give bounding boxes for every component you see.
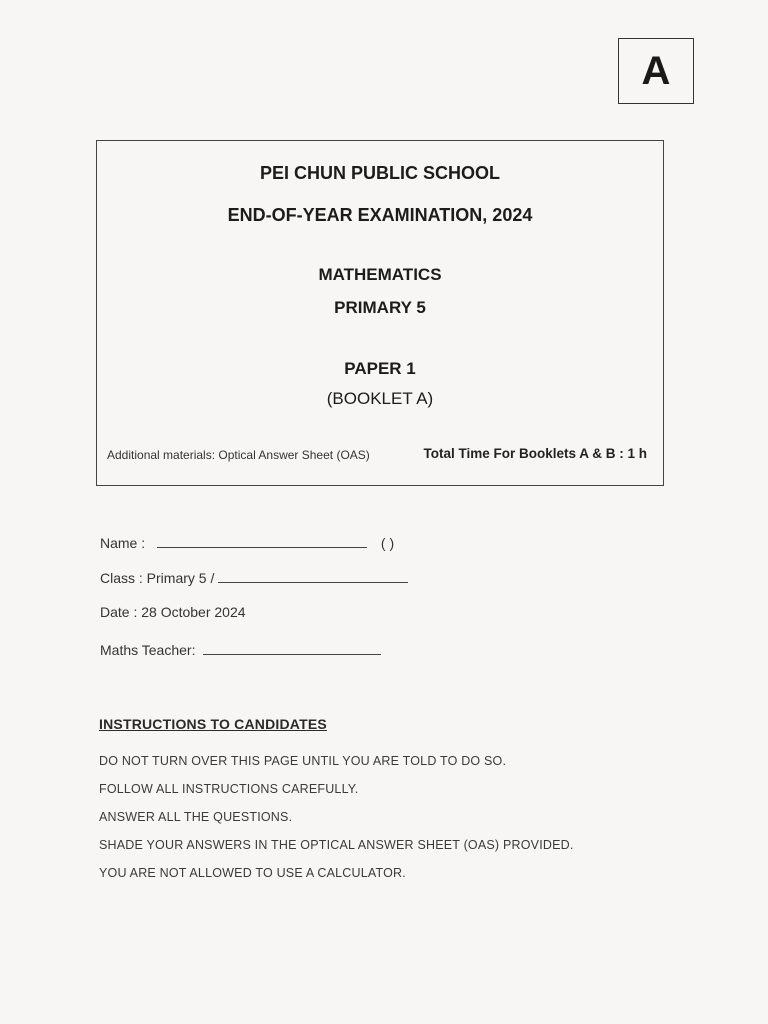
instructions-list — [99, 754, 574, 894]
additional-materials: Additional materials: Optical Answer Sheet (OAS) — [107, 448, 370, 462]
name-label: Name : — [100, 535, 146, 551]
class-label: Class : Primary 5 / — [100, 570, 215, 586]
paper-title: PAPER 1 — [344, 359, 416, 378]
school-name: PEI CHUN PUBLIC SCHOOL — [259, 163, 500, 183]
class-field — [100, 568, 408, 586]
booklet-badge — [618, 38, 694, 104]
level-title: PRIMARY 5 — [334, 298, 426, 317]
instruction-item: FOLLOW ALL INSTRUCTIONS CAREFULLY. — [99, 782, 359, 796]
total-time: Total Time For Booklets A & B : 1 h — [423, 446, 647, 461]
instructions-heading: INSTRUCTIONS TO CANDIDATES — [99, 716, 327, 732]
class-blank[interactable] — [218, 568, 408, 583]
exam-title: END-OF-YEAR EXAMINATION, 2024 — [227, 205, 533, 225]
date-label: Date : 28 October 2024 — [100, 604, 246, 620]
instruction-item: YOU ARE NOT ALLOWED TO USE A CALCULATOR. — [99, 866, 406, 880]
subject-title: MATHEMATICS — [318, 265, 442, 284]
instruction-item: ANSWER ALL THE QUESTIONS. — [99, 810, 293, 824]
index-number-brackets: ( ) — [380, 535, 395, 551]
booklet-label: (BOOKLET A) — [326, 389, 434, 408]
teacher-label: Maths Teacher: — [100, 642, 196, 658]
name-field — [100, 533, 394, 551]
teacher-field — [100, 640, 381, 658]
booklet-badge-letter: A — [641, 48, 671, 93]
date-field — [100, 604, 246, 620]
name-blank[interactable] — [157, 533, 367, 548]
teacher-blank[interactable] — [203, 640, 381, 655]
instruction-item: SHADE YOUR ANSWERS IN THE OPTICAL ANSWER SHEET (OAS) PROVIDED. — [99, 838, 574, 852]
cover-box — [96, 140, 664, 486]
instruction-item: DO NOT TURN OVER THIS PAGE UNTIL YOU ARE TOLD TO DO SO. — [99, 754, 507, 768]
